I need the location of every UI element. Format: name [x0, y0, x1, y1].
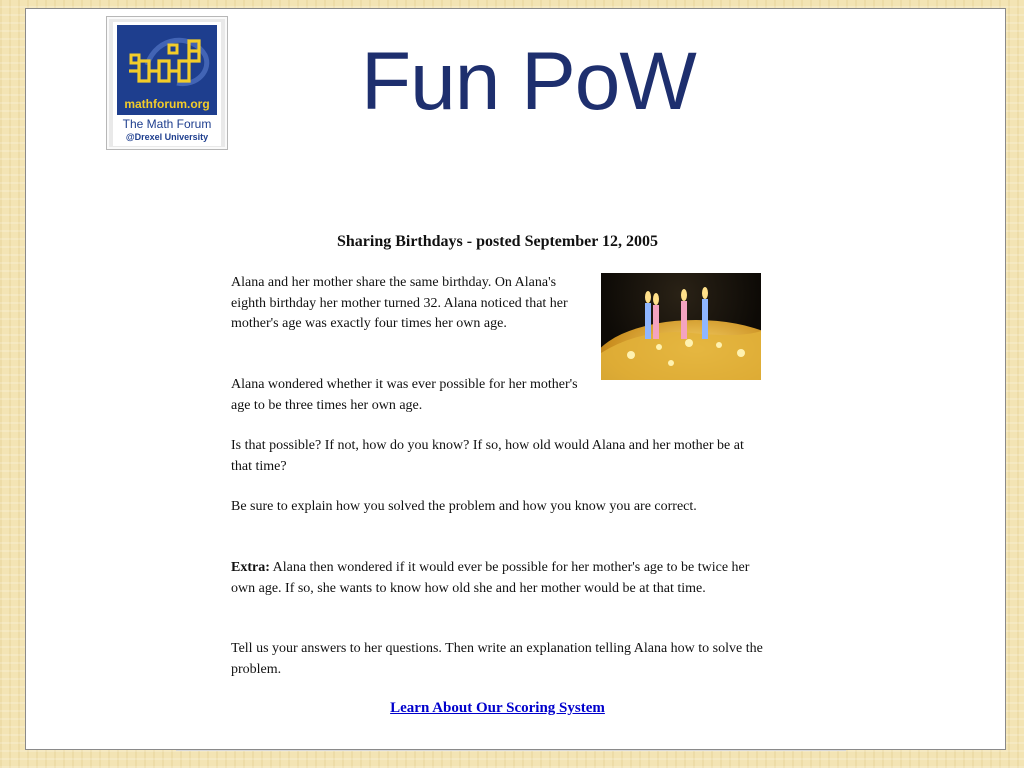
content-divider	[176, 750, 846, 751]
logo-frame	[113, 22, 221, 146]
problem-paragraph-4: Be sure to explain how you solved the problem and how you know you are correct.	[231, 499, 697, 514]
slide-title: Fun PoW	[361, 36, 696, 127]
problem-paragraph-3: Is that possible? If not, how do you know? If so, how old would Alana and her mother be at that time?	[231, 438, 744, 474]
slide	[25, 8, 1006, 750]
logo-university-text: @Drexel University	[125, 132, 209, 142]
logo-name-text: The Math Forum	[122, 117, 212, 131]
extra-label: Extra:	[231, 560, 270, 575]
birthday-cake-photo	[601, 273, 761, 380]
mathforum-logo[interactable]	[106, 16, 228, 150]
problem-paragraph-1: Alana and her mother share the same birthday. On Alana's eighth birthday her mother turned 32. Alana noticed that her mother's age was exactly four times her own age.	[231, 275, 568, 331]
problem-paragraph-2: Alana wondered whether it was ever possible for her mother's age to be three times her own age.	[231, 377, 578, 413]
logo-url-text: mathforum.org	[124, 97, 210, 111]
logo-emblem	[117, 25, 217, 115]
problem-paragraph-5	[231, 558, 764, 599]
problem-heading: Sharing Birthdays - posted September 12, 2005	[336, 233, 659, 250]
problem-paragraph-6: Tell us your answers to her questions. Then write an explanation telling Alana how to solve the problem.	[231, 641, 763, 677]
scoring-system-link[interactable]: Learn About Our Scoring System	[390, 700, 605, 716]
extra-text: Alana then wondered if it would ever be possible for her mother's age to be twice her own age. If so, she wants to know how old she and her mother would be at that time.	[231, 560, 750, 596]
cake-candles-icon	[601, 273, 761, 380]
